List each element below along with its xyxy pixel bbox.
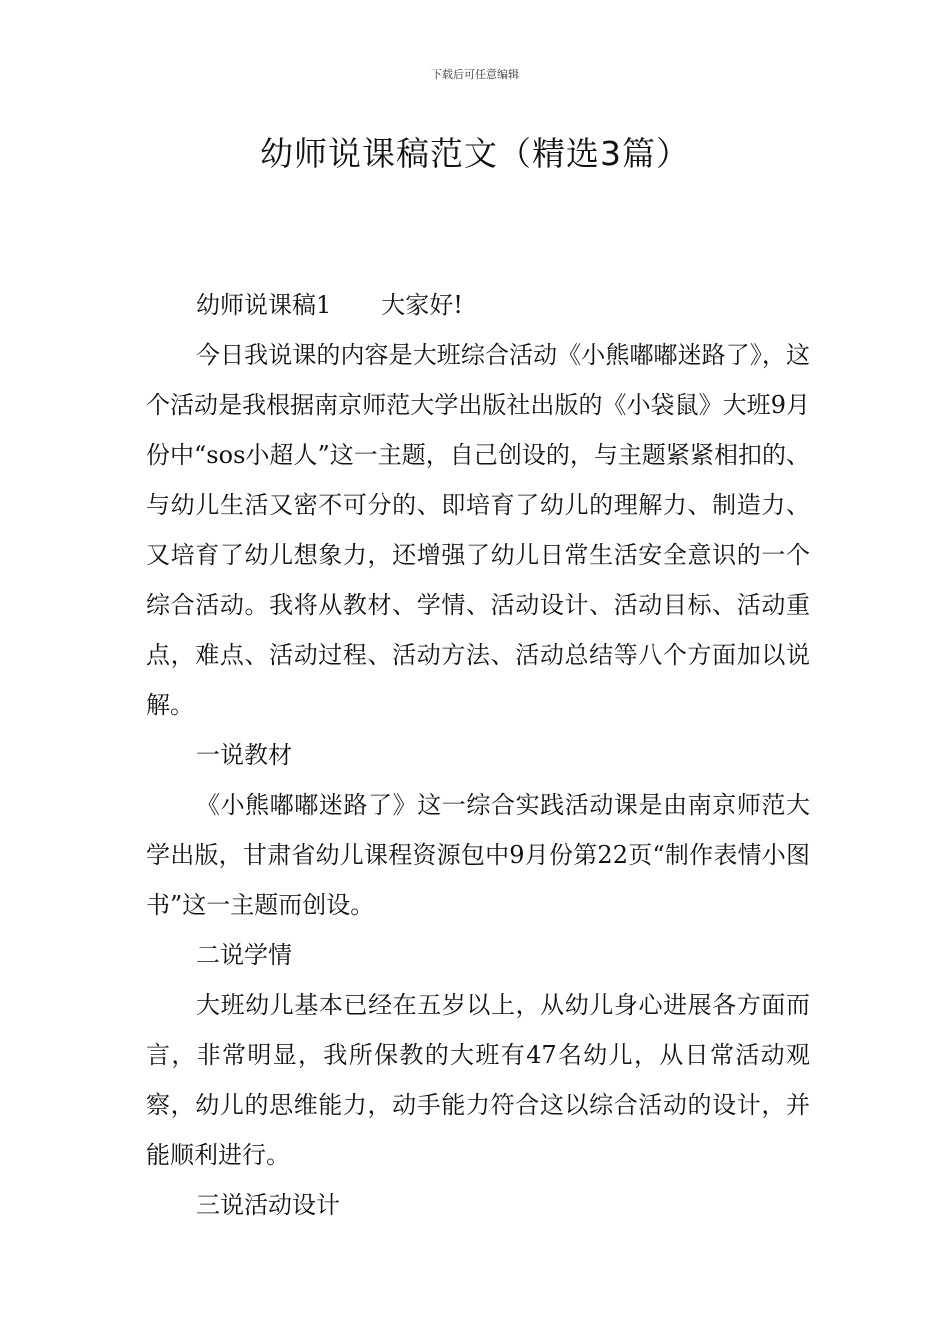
section-heading-activity-design: 三说活动设计 bbox=[196, 1191, 340, 1219]
section-heading-textbook: 一说教材 bbox=[196, 741, 292, 769]
paragraph-intro-content: 今日我说课的内容是大班综合活动《小熊嘟嘟迷路了》，这个活动是我根据南京师范大学出版社出版的《小袋鼠》大班9月份中“sos小超人”这一主题，自己创设的，与主题紧紧相扣的、与幼儿生活又密不可分的、即培育了幼儿的理解力、制造力、又培育了幼儿想象力，还增强了幼儿日常生活安全意识的一个综合活动。我将从教材、学情、活动设计、活动目标、活动重点，难点、活动过程、活动方法、活动总结等八个方面加以说解。 bbox=[146, 341, 810, 719]
section-heading-learners: 二说学情 bbox=[196, 941, 292, 969]
intro-greeting: 大家好! bbox=[381, 291, 463, 319]
intro-line bbox=[146, 280, 810, 330]
document-body bbox=[146, 280, 810, 1230]
intro-heading: 幼师说课稿1 bbox=[196, 291, 332, 319]
paragraph-textbook: 《小熊嘟嘟迷路了》这一综合实践活动课是由南京师范大学出版，甘肃省幼儿课程资源包中9月份第22页“制作表情小图书”这一主题而创设。 bbox=[146, 791, 810, 919]
header-note: 下载后可任意编辑 bbox=[431, 68, 519, 81]
paragraph-learners: 大班幼儿基本已经在五岁以上，从幼儿身心进展各方面而言，非常明显，我所保教的大班有47名幼儿，从日常活动观察，幼儿的思维能力，动手能力符合这以综合活动的设计，并能顺利进行。 bbox=[146, 991, 810, 1169]
document-title: 幼师说课稿范文（精选3篇） bbox=[260, 134, 690, 173]
